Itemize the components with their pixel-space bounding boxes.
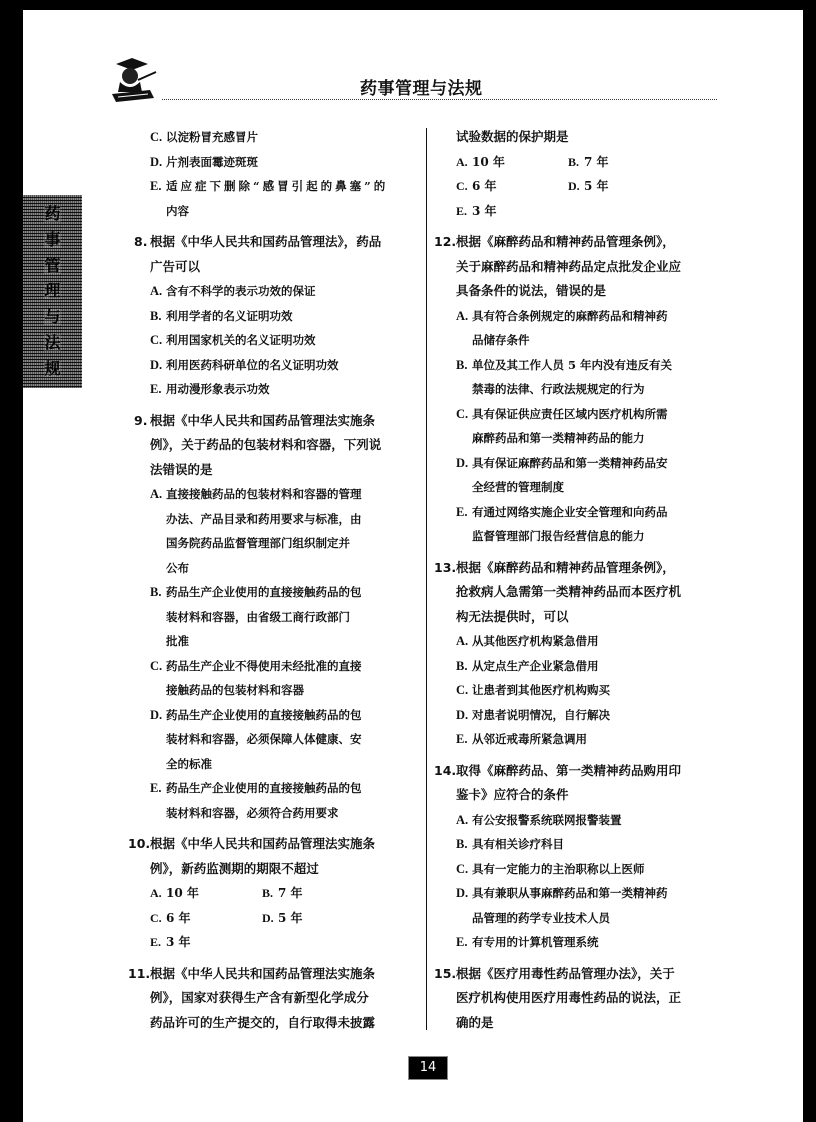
question-15-stem: 15.根据《医疗用毒性药品管理办法》，关于 bbox=[434, 965, 675, 981]
option-e-cont: 装材料和容器，必须符合药用要求 bbox=[166, 805, 339, 820]
option-b: B. 单位及其工作人员 5 年内没有违反有关 bbox=[456, 357, 673, 372]
option-d: D. 利用医药科研单位的名义证明功效 bbox=[150, 357, 339, 372]
side-tab-char: 理 bbox=[44, 281, 61, 301]
option-c-cont: 麻醉药品和第一类精神药品的能力 bbox=[472, 431, 645, 445]
question-12-stem: 12.根据《麻醉药品和精神药品管理条例》， bbox=[434, 234, 675, 249]
option-b: B. 利用学者的名义证明功效 bbox=[150, 308, 293, 323]
question-13-stem: 13.根据《麻醉药品和精神药品管理条例》， bbox=[434, 559, 675, 575]
option-b: B. 从定点生产企业紧急借用 bbox=[456, 658, 599, 673]
question-12-stem-cont: 关于麻醉药品和精神药品定点批发企业应 bbox=[456, 258, 682, 274]
scholar-logo-icon bbox=[108, 52, 158, 104]
question-12-stem-cont: 具备条件的说法，错误的是 bbox=[456, 283, 607, 298]
option-row bbox=[134, 930, 416, 955]
option-d-cont: 装材料和容器，必须保障人体健康、安 bbox=[166, 732, 362, 746]
option-a-cont: 品储存条件 bbox=[472, 333, 530, 347]
option-c: C. 6 年 bbox=[150, 910, 191, 925]
option-a-cont: 办法、产品目录和药用要求与标准，由 bbox=[166, 511, 362, 526]
question-11-stem-cont: 试验数据的保护期是 bbox=[456, 129, 569, 144]
option-e: E. 用动漫形象表示功效 bbox=[150, 382, 270, 396]
side-tab-char: 与 bbox=[44, 307, 61, 327]
option-c: C. 具有保证供应责任区域内医疗机构所需 bbox=[456, 406, 668, 421]
option-c: C. 让患者到其他医疗机构购买 bbox=[456, 683, 610, 697]
option-a: A. 10 年 bbox=[456, 154, 505, 169]
chapter-side-tab bbox=[23, 195, 82, 388]
option-d: D. 5 年 bbox=[262, 910, 303, 925]
option-d: D. 5 年 bbox=[568, 179, 609, 193]
option-row bbox=[440, 174, 730, 199]
right-column bbox=[434, 125, 730, 1035]
question-11-stem-cont: 药品许可的生产提交的，自行取得未披露 bbox=[150, 1014, 376, 1030]
option-a: A. 10 年 bbox=[150, 886, 199, 900]
option-e: E. 有专用的计算机管理系统 bbox=[456, 935, 599, 949]
side-tab-char: 法 bbox=[44, 333, 61, 353]
option-d: D. 片剂表面霉迹斑斑 bbox=[150, 154, 258, 169]
question-10-stem: 10.根据《中华人民共和国药品管理法实施条 bbox=[128, 836, 376, 851]
option-c: C. 以淀粉冒充感冒片 bbox=[150, 130, 258, 144]
option-b: B. 7 年 bbox=[262, 886, 303, 900]
question-13-stem-cont: 构无法提供时，可以 bbox=[456, 608, 569, 624]
column-divider bbox=[426, 128, 427, 1030]
option-c: C. 利用国家机关的名义证明功效 bbox=[150, 333, 316, 347]
option-e: E. 3 年 bbox=[456, 203, 497, 218]
page-number: 14 bbox=[408, 1056, 448, 1080]
question-8-stem-cont: 广告可以 bbox=[150, 258, 201, 274]
header-divider bbox=[162, 99, 717, 100]
option-b-cont: 批准 bbox=[166, 634, 189, 648]
option-row bbox=[134, 906, 416, 931]
option-b: B. 7 年 bbox=[568, 154, 609, 169]
option-b-cont: 装材料和容器，由省级工商行政部门 bbox=[166, 609, 350, 624]
option-b: B. 具有相关诊疗科目 bbox=[456, 837, 564, 851]
option-d-cont: 品管理的药学专业技术人员 bbox=[472, 910, 610, 925]
option-row bbox=[440, 150, 730, 175]
option-d: D. 药品生产企业使用的直接接触药品的包 bbox=[150, 707, 362, 722]
option-a: A. 从其他医疗机构紧急借用 bbox=[456, 634, 599, 648]
option-e: E. 有通过网络实施企业安全管理和向药品 bbox=[456, 504, 668, 519]
option-a-cont: 公布 bbox=[166, 560, 189, 575]
side-tab-char: 事 bbox=[44, 229, 61, 249]
option-e: E. 从邻近戒毒所紧急调用 bbox=[456, 732, 587, 746]
option-c: C. 药品生产企业不得使用未经批准的直接 bbox=[150, 658, 362, 673]
option-a: A. 有公安报警系统联网报警装置 bbox=[456, 812, 622, 827]
question-11-stem: 11.根据《中华人民共和国药品管理法实施条 bbox=[128, 965, 376, 981]
question-9-stem: 9. 根据《中华人民共和国药品管理法实施条 bbox=[134, 412, 376, 428]
option-a: A. 直接接触药品的包装材料和容器的管理 bbox=[150, 487, 362, 501]
question-14-stem-cont: 鉴卡》应符合的条件 bbox=[456, 787, 569, 802]
option-d-cont: 全经营的管理制度 bbox=[472, 480, 564, 494]
question-10-stem-cont: 例》，新药监测期的期限不超过 bbox=[150, 860, 319, 876]
question-15-stem-cont: 确的是 bbox=[456, 1014, 494, 1030]
question-9-stem-cont: 法错误的是 bbox=[150, 461, 213, 477]
question-11-stem-cont: 例》，国家对获得生产含有新型化学成分 bbox=[150, 990, 369, 1005]
option-d: D. 具有保证麻醉药品和第一类精神药品安 bbox=[456, 455, 668, 470]
option-a: A. 含有不科学的表示功效的保证 bbox=[150, 284, 316, 298]
option-d-cont: 全的标准 bbox=[166, 756, 212, 771]
question-8-stem: 8. 根据《中华人民共和国药品管理法》，药品 bbox=[134, 234, 382, 249]
left-column bbox=[128, 125, 416, 1035]
question-14-stem: 14.取得《麻醉药品、第一类精神药品购用印 bbox=[434, 762, 682, 778]
page-header-title: 药事管理与法规 bbox=[360, 79, 483, 99]
option-d: D. 具有兼职从事麻醉药品和第一类精神药 bbox=[456, 886, 668, 900]
side-tab-char: 规 bbox=[44, 358, 61, 378]
option-c: C. 具有一定能力的主治职称以上医师 bbox=[456, 861, 645, 876]
question-15-stem-cont: 医疗机构使用医疗用毒性药品的说法，正 bbox=[456, 990, 682, 1005]
option-e: E. 适应症下删除“感冒引起的鼻塞”的 bbox=[150, 179, 389, 193]
option-e-cont: 内容 bbox=[166, 203, 189, 218]
option-e: E. 3 年 bbox=[150, 935, 191, 949]
option-row bbox=[134, 881, 416, 906]
option-e: E. 药品生产企业使用的直接接触药品的包 bbox=[150, 781, 362, 795]
side-tab-char: 药 bbox=[44, 203, 61, 223]
option-a-cont: 国务院药品监督管理部门组织制定并 bbox=[166, 536, 350, 550]
option-row bbox=[440, 199, 730, 224]
option-b: B. 药品生产企业使用的直接接触药品的包 bbox=[150, 585, 362, 599]
option-d: D. 对患者说明情况，自行解决 bbox=[456, 707, 610, 722]
side-tab-char: 管 bbox=[44, 255, 61, 275]
question-13-stem-cont: 抢救病人急需第一类精神药品而本医疗机 bbox=[456, 584, 682, 599]
option-e-cont: 监督管理部门报告经营信息的能力 bbox=[472, 529, 645, 543]
option-c: C. 6 年 bbox=[456, 179, 497, 193]
option-a: A. 具有符合条例规定的麻醉药品和精神药 bbox=[456, 308, 668, 323]
option-b-cont: 禁毒的法律、行政法规规定的行为 bbox=[472, 382, 645, 396]
question-9-stem-cont: 例》，关于药品的包装材料和容器，下列说 bbox=[150, 437, 382, 452]
option-c-cont: 接触药品的包装材料和容器 bbox=[166, 683, 304, 697]
